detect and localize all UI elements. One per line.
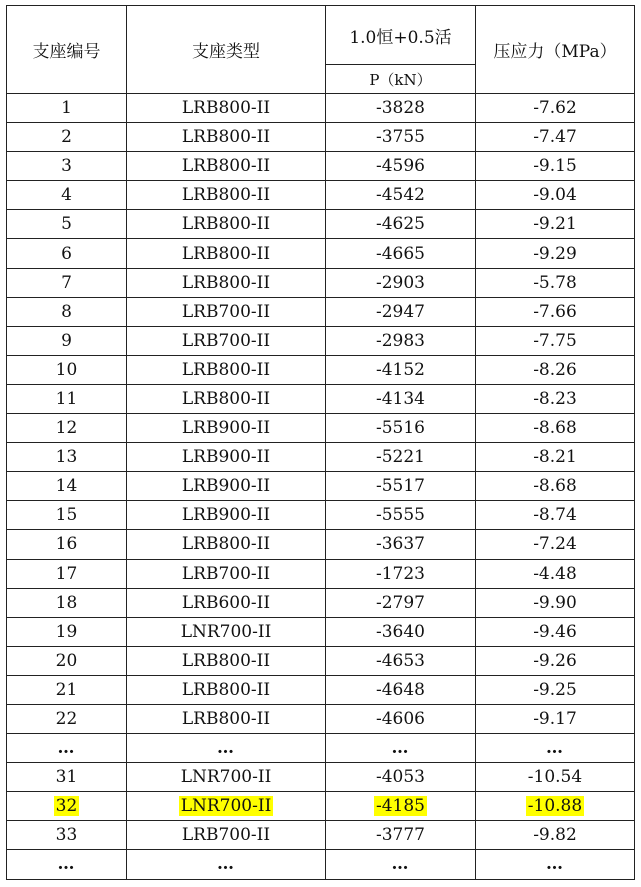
table-row: [7, 94, 635, 123]
cell-axial-force-text: -3828: [375, 98, 425, 119]
cell-compressive-stress-text: -8.68: [533, 476, 577, 497]
cell-bearing-id: [7, 94, 127, 123]
cell-compressive-stress-text: -4.48: [533, 563, 577, 584]
table-row: [7, 588, 635, 617]
cell-axial-force-text: -2983: [375, 330, 425, 351]
cell-axial-force-text: -4053: [375, 767, 425, 788]
cell-axial-force: [326, 472, 476, 501]
cell-bearing-id: [7, 443, 127, 472]
cell-axial-force-text: -4606: [375, 709, 425, 730]
cell-bearing-type-text: LRB800-II: [181, 156, 271, 177]
bearing-stress-table: [6, 5, 635, 880]
cell-bearing-type-text: …: [217, 738, 235, 759]
cell-compressive-stress: [476, 530, 635, 559]
table-row: [7, 239, 635, 268]
cell-bearing-type-text: LRB800-II: [181, 679, 271, 700]
cell-axial-force-text: -4134: [375, 388, 425, 409]
cell-compressive-stress-text: -8.23: [533, 388, 577, 409]
cell-compressive-stress: [476, 239, 635, 268]
table-row: [7, 763, 635, 792]
cell-axial-force-text: -4185: [375, 796, 425, 817]
cell-compressive-stress: [476, 850, 635, 879]
cell-bearing-type-text: LRB800-II: [181, 359, 271, 380]
cell-axial-force: [326, 588, 476, 617]
cell-bearing-type: [127, 443, 326, 472]
cell-bearing-id: [7, 646, 127, 675]
cell-axial-force: [326, 763, 476, 792]
cell-axial-force: [326, 239, 476, 268]
cell-axial-force-text: -2903: [375, 272, 425, 293]
cell-bearing-type: [127, 210, 326, 239]
cell-axial-force: [326, 152, 476, 181]
cell-bearing-id: [7, 763, 127, 792]
cell-compressive-stress-text: -10.54: [527, 767, 583, 788]
cell-bearing-type: [127, 326, 326, 355]
cell-axial-force-text: -4152: [375, 359, 425, 380]
cell-bearing-type-text: LRB800-II: [181, 272, 271, 293]
cell-bearing-id-text: 20: [55, 650, 78, 671]
header-bearing-id: 支座编号: [7, 6, 127, 94]
cell-bearing-type: [127, 850, 326, 879]
header-axial-force: P（kN）: [326, 65, 476, 94]
table-row-ellipsis: [7, 850, 635, 879]
cell-compressive-stress-text: -10.88: [527, 796, 583, 817]
cell-bearing-type-text: LRB600-II: [181, 592, 271, 613]
cell-axial-force: [326, 384, 476, 413]
cell-bearing-type-text: LRB900-II: [181, 476, 271, 497]
cell-axial-force: [326, 559, 476, 588]
table-row: [7, 675, 635, 704]
cell-compressive-stress: [476, 326, 635, 355]
cell-bearing-type-text: LRB700-II: [181, 301, 271, 322]
cell-compressive-stress-text: -8.68: [533, 418, 577, 439]
cell-compressive-stress: [476, 821, 635, 850]
cell-bearing-id-text: 22: [55, 709, 78, 730]
cell-compressive-stress-text: -7.66: [533, 301, 577, 322]
cell-compressive-stress: [476, 210, 635, 239]
cell-compressive-stress: [476, 297, 635, 326]
cell-bearing-id: [7, 530, 127, 559]
cell-bearing-id-text: 1: [61, 98, 72, 119]
cell-axial-force-text: -3755: [375, 127, 425, 148]
table-header: [7, 6, 635, 94]
cell-bearing-id: [7, 384, 127, 413]
table-row: [7, 530, 635, 559]
cell-compressive-stress: [476, 559, 635, 588]
cell-compressive-stress-text: -7.75: [533, 330, 577, 351]
cell-axial-force: [326, 646, 476, 675]
header-compressive-stress: 压应力（MPa）: [476, 6, 635, 94]
cell-compressive-stress-text: -8.21: [533, 447, 577, 468]
cell-compressive-stress: [476, 617, 635, 646]
cell-compressive-stress: [476, 675, 635, 704]
table-row: [7, 297, 635, 326]
cell-bearing-id-text: 33: [55, 825, 78, 846]
cell-compressive-stress: [476, 472, 635, 501]
cell-bearing-id: [7, 297, 127, 326]
cell-compressive-stress-text: -9.46: [533, 621, 577, 642]
cell-compressive-stress-text: -7.24: [533, 534, 577, 555]
cell-bearing-type: [127, 355, 326, 384]
cell-axial-force: [326, 268, 476, 297]
cell-bearing-type-text: LRB900-II: [181, 505, 271, 526]
cell-axial-force: [326, 792, 476, 821]
cell-bearing-id-text: 18: [55, 592, 78, 613]
cell-axial-force: [326, 675, 476, 704]
table-row: [7, 821, 635, 850]
cell-axial-force: [326, 850, 476, 879]
cell-bearing-type: [127, 297, 326, 326]
cell-bearing-id: [7, 414, 127, 443]
cell-compressive-stress: [476, 646, 635, 675]
cell-bearing-id-text: …: [57, 854, 76, 875]
cell-bearing-id: [7, 152, 127, 181]
cell-compressive-stress-text: -7.47: [533, 127, 577, 148]
cell-compressive-stress-text: -9.21: [533, 214, 577, 235]
cell-bearing-type-text: LRB800-II: [181, 709, 271, 730]
cell-bearing-type: [127, 763, 326, 792]
table-row: [7, 646, 635, 675]
cell-compressive-stress-text: …: [546, 854, 564, 875]
cell-bearing-id: [7, 559, 127, 588]
cell-bearing-type-text: LNR700-II: [180, 796, 272, 817]
cell-bearing-type-text: LRB800-II: [181, 127, 271, 148]
cell-bearing-type-text: LRB800-II: [181, 534, 271, 555]
cell-bearing-type-text: LRB800-II: [181, 243, 271, 264]
header-load-combination: 1.0恒+0.5活: [326, 6, 476, 65]
cell-bearing-type-text: LRB800-II: [181, 388, 271, 409]
cell-compressive-stress-text: -9.04: [533, 185, 577, 206]
cell-bearing-type: [127, 675, 326, 704]
cell-bearing-type: [127, 646, 326, 675]
cell-axial-force: [326, 704, 476, 733]
cell-bearing-type: [127, 414, 326, 443]
table-row: [7, 501, 635, 530]
cell-axial-force-text: -3637: [375, 534, 425, 555]
cell-compressive-stress-text: -9.82: [533, 825, 577, 846]
cell-compressive-stress-text: -8.74: [533, 505, 577, 526]
table-row: [7, 472, 635, 501]
cell-bearing-id-text: 5: [61, 214, 72, 235]
cell-axial-force-text: -5555: [375, 505, 425, 526]
cell-bearing-id-text: 31: [55, 767, 78, 788]
table-row: [7, 559, 635, 588]
cell-compressive-stress: [476, 792, 635, 821]
cell-bearing-id: [7, 355, 127, 384]
cell-bearing-type: [127, 472, 326, 501]
cell-axial-force: [326, 355, 476, 384]
table-row: [7, 384, 635, 413]
cell-axial-force: [326, 181, 476, 210]
cell-axial-force: [326, 210, 476, 239]
cell-compressive-stress-text: -9.29: [533, 243, 577, 264]
cell-axial-force-text: -5221: [375, 447, 425, 468]
cell-compressive-stress: [476, 94, 635, 123]
cell-bearing-type: [127, 501, 326, 530]
cell-bearing-id-text: 7: [61, 272, 72, 293]
cell-bearing-id: [7, 210, 127, 239]
cell-compressive-stress: [476, 152, 635, 181]
cell-bearing-id-text: 14: [55, 476, 78, 497]
cell-axial-force: [326, 326, 476, 355]
cell-axial-force-text: …: [391, 854, 410, 875]
cell-bearing-type: [127, 617, 326, 646]
cell-bearing-type: [127, 530, 326, 559]
cell-bearing-id-text: 16: [55, 534, 78, 555]
table-row: [7, 704, 635, 733]
cell-axial-force: [326, 123, 476, 152]
cell-axial-force-text: -2947: [375, 301, 425, 322]
cell-bearing-id-text: 19: [55, 621, 78, 642]
cell-bearing-type-text: LRB900-II: [181, 418, 271, 439]
cell-axial-force: [326, 443, 476, 472]
cell-axial-force-text: -4542: [375, 185, 425, 206]
cell-axial-force: [326, 734, 476, 763]
table-row: [7, 617, 635, 646]
cell-axial-force-text: -4625: [375, 214, 425, 235]
cell-bearing-id-text: 9: [61, 330, 72, 351]
cell-bearing-id-text: 17: [55, 563, 78, 584]
cell-bearing-id: [7, 617, 127, 646]
cell-bearing-id-text: 2: [61, 127, 72, 148]
table-row: [7, 792, 635, 821]
table-body: [7, 94, 635, 880]
cell-bearing-type: [127, 384, 326, 413]
table-row-ellipsis: [7, 734, 635, 763]
cell-axial-force-text: …: [391, 738, 410, 759]
cell-bearing-type: [127, 123, 326, 152]
table-row: [7, 123, 635, 152]
cell-compressive-stress-text: -8.26: [533, 359, 577, 380]
cell-compressive-stress: [476, 443, 635, 472]
cell-axial-force: [326, 821, 476, 850]
cell-axial-force-text: -2797: [375, 592, 425, 613]
cell-axial-force-text: -5517: [375, 476, 425, 497]
cell-compressive-stress: [476, 123, 635, 152]
cell-bearing-id-text: 4: [61, 185, 72, 206]
cell-compressive-stress: [476, 588, 635, 617]
cell-bearing-type-text: LRB700-II: [181, 330, 271, 351]
cell-bearing-id-text: 3: [61, 156, 72, 177]
cell-compressive-stress-text: -7.62: [533, 98, 577, 119]
cell-bearing-id: [7, 268, 127, 297]
cell-bearing-id-text: 11: [55, 388, 78, 409]
cell-bearing-id: [7, 472, 127, 501]
cell-compressive-stress: [476, 501, 635, 530]
cell-compressive-stress: [476, 355, 635, 384]
cell-bearing-type-text: LNR700-II: [180, 621, 272, 642]
cell-bearing-type: [127, 734, 326, 763]
cell-axial-force: [326, 414, 476, 443]
cell-bearing-type-text: LRB800-II: [181, 185, 271, 206]
cell-bearing-type: [127, 704, 326, 733]
cell-bearing-id: [7, 123, 127, 152]
cell-compressive-stress-text: -5.78: [533, 272, 577, 293]
cell-axial-force-text: -5516: [375, 418, 425, 439]
cell-bearing-type: [127, 588, 326, 617]
cell-compressive-stress-text: -9.17: [533, 709, 577, 730]
table-row: [7, 181, 635, 210]
cell-axial-force: [326, 297, 476, 326]
cell-bearing-type: [127, 792, 326, 821]
cell-bearing-type: [127, 239, 326, 268]
cell-compressive-stress: [476, 704, 635, 733]
table-row: [7, 355, 635, 384]
header-bearing-type: 支座类型: [127, 6, 326, 94]
cell-compressive-stress: [476, 414, 635, 443]
cell-bearing-id: [7, 675, 127, 704]
cell-bearing-id: [7, 239, 127, 268]
cell-bearing-id: [7, 588, 127, 617]
cell-bearing-id: [7, 704, 127, 733]
cell-bearing-type-text: LRB700-II: [181, 825, 271, 846]
table-row: [7, 414, 635, 443]
cell-bearing-id: [7, 326, 127, 355]
cell-axial-force: [326, 501, 476, 530]
cell-axial-force-text: -3777: [375, 825, 425, 846]
cell-axial-force-text: -1723: [375, 563, 425, 584]
cell-axial-force: [326, 530, 476, 559]
cell-bearing-type: [127, 268, 326, 297]
cell-compressive-stress: [476, 763, 635, 792]
cell-compressive-stress-text: …: [546, 738, 564, 759]
cell-axial-force-text: -4653: [375, 650, 425, 671]
cell-bearing-type-text: LRB700-II: [181, 563, 271, 584]
cell-bearing-id: [7, 850, 127, 879]
table-row: [7, 210, 635, 239]
table-row: [7, 268, 635, 297]
cell-bearing-type-text: …: [217, 854, 235, 875]
cell-bearing-id: [7, 821, 127, 850]
cell-bearing-id-text: 15: [55, 505, 78, 526]
cell-bearing-id-text: 6: [61, 243, 72, 264]
cell-bearing-type-text: LRB800-II: [181, 214, 271, 235]
cell-bearing-id: [7, 734, 127, 763]
cell-bearing-id-text: 8: [61, 301, 72, 322]
cell-compressive-stress-text: -9.90: [533, 592, 577, 613]
cell-compressive-stress: [476, 181, 635, 210]
cell-bearing-type: [127, 94, 326, 123]
cell-bearing-type-text: LRB800-II: [181, 650, 271, 671]
cell-bearing-type-text: LRB900-II: [181, 447, 271, 468]
cell-bearing-type: [127, 152, 326, 181]
cell-compressive-stress-text: -9.25: [533, 679, 577, 700]
cell-bearing-type: [127, 559, 326, 588]
cell-bearing-id-text: 21: [55, 679, 78, 700]
cell-axial-force: [326, 94, 476, 123]
table-row: [7, 443, 635, 472]
cell-axial-force-text: -4648: [375, 679, 425, 700]
cell-bearing-type: [127, 181, 326, 210]
cell-compressive-stress: [476, 268, 635, 297]
cell-bearing-id-text: …: [57, 738, 76, 759]
cell-axial-force-text: -4665: [375, 243, 425, 264]
cell-bearing-id-text: 12: [55, 418, 78, 439]
table-row: [7, 152, 635, 181]
cell-compressive-stress-text: -9.15: [533, 156, 577, 177]
cell-compressive-stress: [476, 384, 635, 413]
cell-compressive-stress-text: -9.26: [533, 650, 577, 671]
cell-compressive-stress: [476, 734, 635, 763]
cell-bearing-id-text: 32: [55, 796, 78, 817]
cell-bearing-id-text: 13: [55, 447, 78, 468]
cell-axial-force-text: -3640: [375, 621, 425, 642]
cell-bearing-id: [7, 792, 127, 821]
cell-bearing-type-text: LNR700-II: [180, 767, 272, 788]
cell-bearing-id: [7, 181, 127, 210]
cell-bearing-type: [127, 821, 326, 850]
table-row: [7, 326, 635, 355]
cell-bearing-type-text: LRB800-II: [181, 98, 271, 119]
cell-axial-force: [326, 617, 476, 646]
cell-axial-force-text: -4596: [375, 156, 425, 177]
cell-bearing-id-text: 10: [55, 359, 78, 380]
cell-bearing-id: [7, 501, 127, 530]
